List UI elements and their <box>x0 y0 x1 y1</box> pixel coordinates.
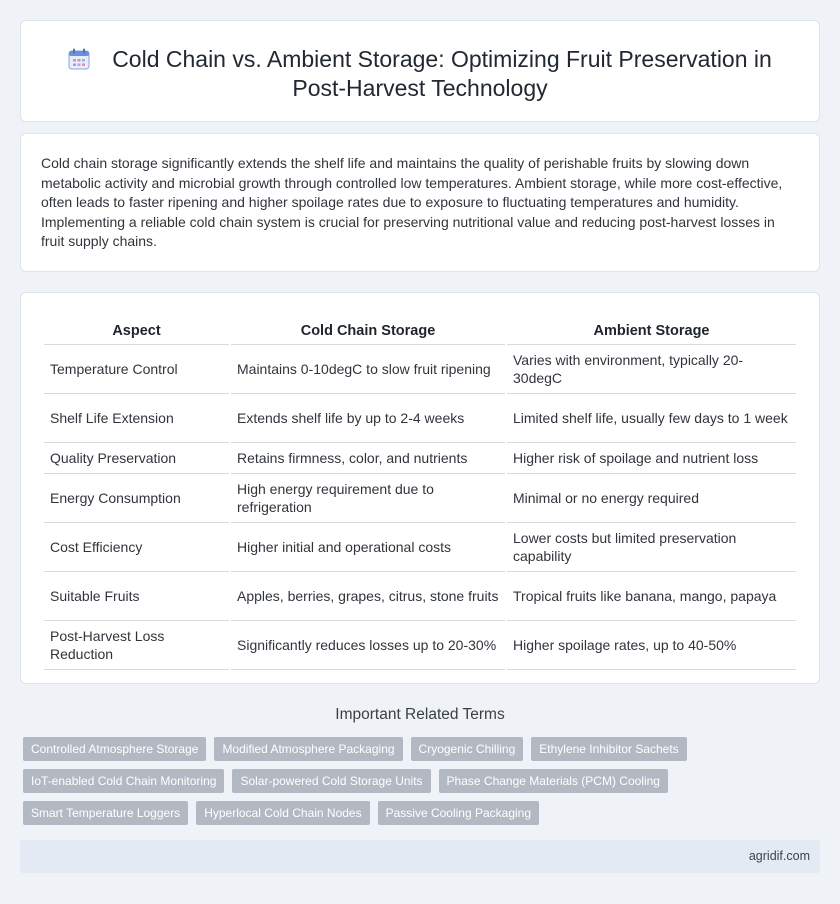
table-cell-ambient: Minimal or no energy required <box>507 474 796 523</box>
table-cell-aspect: Suitable Fruits <box>44 572 229 621</box>
table-cell-aspect: Post-Harvest Loss Reduction <box>44 621 229 670</box>
tag-iot-cold-chain-monitoring[interactable]: IoT-enabled Cold Chain Monitoring <box>23 769 224 793</box>
tag-ethylene-inhibitor-sachets[interactable]: Ethylene Inhibitor Sachets <box>531 737 686 761</box>
table-cell-ambient: Tropical fruits like banana, mango, papaya <box>507 572 796 621</box>
intro-card <box>20 133 820 272</box>
comparison-card <box>20 292 820 684</box>
table-cell-aspect: Quality Preservation <box>44 443 229 474</box>
table-cell-ambient: Varies with environment, typically 20-30degC <box>507 345 796 394</box>
table-cell-ambient: Lower costs but limited preservation capability <box>507 523 796 572</box>
tag-solar-cold-storage-units[interactable]: Solar-powered Cold Storage Units <box>232 769 430 793</box>
table-row <box>44 345 796 394</box>
table-cell-cold-chain: Significantly reduces losses up to 20-30% <box>231 621 505 670</box>
calendar-icon <box>68 48 90 70</box>
table-row <box>44 523 796 572</box>
table-cell-ambient: Higher risk of spoilage and nutrient loss <box>507 443 796 474</box>
table-row <box>44 572 796 621</box>
table-row <box>44 474 796 523</box>
tag-row <box>23 801 823 825</box>
header-card <box>20 20 820 122</box>
tag-controlled-atmosphere-storage[interactable]: Controlled Atmosphere Storage <box>23 737 206 761</box>
footer-site-link[interactable]: agridif.com <box>748 849 810 863</box>
tag-modified-atmosphere-packaging[interactable]: Modified Atmosphere Packaging <box>214 737 402 761</box>
table-cell-aspect: Temperature Control <box>44 345 229 394</box>
header-cold-chain: Cold Chain Storage <box>231 311 505 345</box>
page-title <box>21 45 819 103</box>
table-cell-aspect: Energy Consumption <box>44 474 229 523</box>
table-cell-aspect: Shelf Life Extension <box>44 394 229 443</box>
table-cell-cold-chain: Retains firmness, color, and nutrients <box>231 443 505 474</box>
table-cell-cold-chain: Higher initial and operational costs <box>231 523 505 572</box>
tag-passive-cooling-packaging[interactable]: Passive Cooling Packaging <box>378 801 539 825</box>
table-cell-aspect: Cost Efficiency <box>44 523 229 572</box>
tag-phase-change-materials-cooling[interactable]: Phase Change Materials (PCM) Cooling <box>439 769 668 793</box>
title-line-2: Post-Harvest Technology <box>292 75 548 101</box>
comparison-table <box>42 311 798 670</box>
tag-hyperlocal-cold-chain-nodes[interactable]: Hyperlocal Cold Chain Nodes <box>196 801 369 825</box>
intro-paragraph: Cold chain storage significantly extends the shelf life and maintains the quality of perishable fruits by slowing down metabolic activity and microbial growth through controlled low temperatures. Ambient storage, while more cost-effective, often leads to faster ripening and higher spoilage rates due to exposure to fluctuating temperatures and humidity. Implementing a reliable cold chain system is crucial for preserving nutritional value and reducing post-harvest losses in fruit supply chains. <box>41 155 783 249</box>
table-row <box>44 621 796 670</box>
tag-row <box>23 769 823 793</box>
tag-cryogenic-chilling[interactable]: Cryogenic Chilling <box>411 737 524 761</box>
title-line-1: Cold Chain vs. Ambient Storage: Optimizing Fruit Preservation in <box>112 46 772 72</box>
table-row <box>44 443 796 474</box>
table-row <box>44 394 796 443</box>
table-cell-cold-chain: Apples, berries, grapes, citrus, stone fruits <box>231 572 505 621</box>
table-header-row <box>44 311 796 345</box>
tag-smart-temperature-loggers[interactable]: Smart Temperature Loggers <box>23 801 188 825</box>
table-cell-cold-chain: High energy requirement due to refrigeration <box>231 474 505 523</box>
table-cell-cold-chain: Extends shelf life by up to 2-4 weeks <box>231 394 505 443</box>
table-cell-ambient: Higher spoilage rates, up to 40-50% <box>507 621 796 670</box>
footer-bar <box>20 840 820 873</box>
table-cell-cold-chain: Maintains 0-10degC to slow fruit ripening <box>231 345 505 394</box>
related-terms-list <box>23 737 823 833</box>
table-cell-ambient: Limited shelf life, usually few days to 1 week <box>507 394 796 443</box>
header-aspect: Aspect <box>44 311 229 345</box>
related-terms-title: Important Related Terms <box>335 706 505 723</box>
tag-row <box>23 737 823 761</box>
header-ambient: Ambient Storage <box>507 311 796 345</box>
